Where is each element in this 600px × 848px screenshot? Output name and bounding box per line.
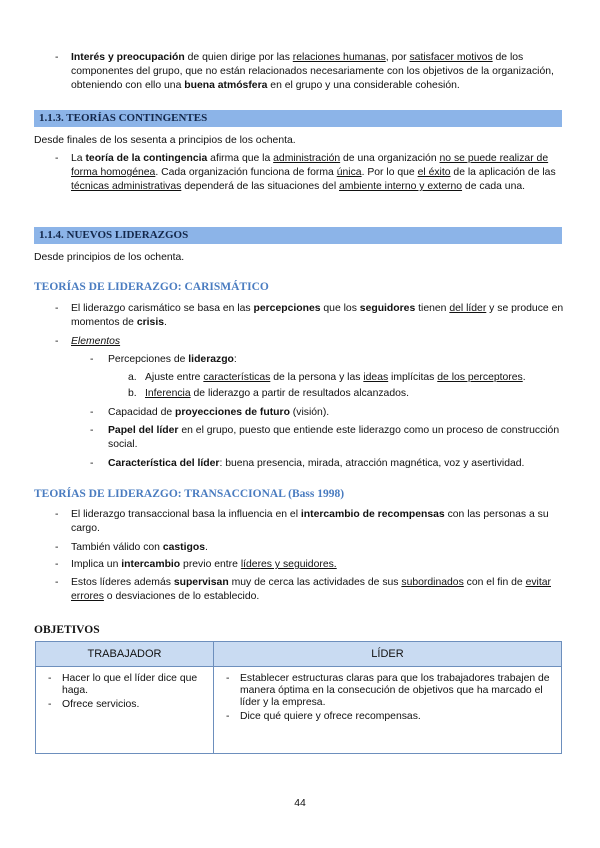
section-113-bar: [34, 110, 562, 127]
objetivos-heading: OBJETIVOS: [34, 624, 100, 636]
list-item: - Dice qué quiere y ofrece recompensas.: [226, 711, 421, 722]
transaccional-bullet-1: - El liderazgo transaccional basa la influencia en el intercambio de recompensas con las personas a su cargo.: [55, 509, 549, 534]
percepciones-item: - Percepciones de liderazgo:: [90, 354, 237, 365]
trabajador-cell: [36, 667, 214, 754]
section-114-intro: Desde principios de los ochenta.: [34, 252, 185, 263]
trabajador-column-header: TRABAJADOR: [36, 642, 214, 667]
papel-item: - Papel del líder en el grupo, puesto que entiende este liderazgo como un proceso de construcción social.: [90, 425, 560, 450]
section-114-bar: [34, 227, 562, 244]
carismatico-bullet-1: - El liderazgo carismático se basa en las percepciones que los seguidores tienen del líder y se produce en momentos de crisis.: [55, 303, 564, 328]
section-113-title: 1.1.3. TEORÍAS CONTINGENTES: [39, 112, 208, 124]
page-number: 44: [294, 798, 306, 809]
caracteristica-item: - Característica del líder: buena presencia, mirada, atracción magnética, voz y asertividad.: [90, 458, 525, 469]
transaccional-bullet-2: - También válido con castigos.: [55, 542, 208, 553]
lider-column-header: LÍDER: [214, 642, 562, 667]
list-item: - Hacer lo que el líder dice que haga.: [48, 673, 198, 696]
elementos-bullet: - Elementos: [55, 336, 121, 347]
section-114-title: 1.1.4. NUEVOS LIDERAZGOS: [39, 229, 189, 241]
percepciones-subitem-b: b. Inferencia de liderazgo a partir de resultados alcanzados.: [128, 388, 409, 399]
section-113-intro: Desde finales de los sesenta a principios de los ochenta.: [34, 135, 296, 146]
list-item: - Ofrece servicios.: [48, 699, 140, 710]
interes-bullet: - Interés y preocupación de quien dirige por las relaciones humanas, por satisfacer motivos de los componentes del grupo, que no están relacionados necesariamente con los objetivos de la organización, obteniendo con ello una buena atmósfera en el grupo y una considerable cohesión.: [55, 52, 554, 91]
capacidad-item: - Capacidad de proyecciones de futuro (visión).: [90, 407, 330, 418]
transaccional-heading: TEORÍAS DE LIDERAZGO: TRANSACCIONAL (Bass 1998): [34, 488, 345, 500]
percepciones-subitem-a: a. Ajuste entre características de la persona y las ideas implícitas de los perceptores.: [128, 372, 526, 383]
objetivos-table: [35, 641, 562, 754]
lider-cell: [214, 667, 562, 754]
list-item: - Establecer estructuras claras para que los trabajadores trabajen de manera óptima en la consecución de objetivos que ha marcado el líder y la empresa.: [226, 673, 550, 708]
carismatico-heading: TEORÍAS DE LIDERAZGO: CARISMÁTICO: [34, 281, 269, 293]
contingencia-bullet: - La teoría de la contingencia afirma que la administración de una organización no se puede realizar de forma homogénea. Cada organización funciona de forma única. Por lo que el éxito de la aplicación de las técnicas administrativas dependerá de las situaciones del ambiente interno y externo de cada una.: [55, 153, 556, 192]
transaccional-bullet-4: - Estos líderes además supervisan muy de cerca las actividades de sus subordinados con el fin de evitar errores o desviaciones de lo establecido.: [55, 577, 551, 602]
transaccional-bullet-3: - Implica un intercambio previo entre líderes y seguidores.: [55, 559, 337, 570]
